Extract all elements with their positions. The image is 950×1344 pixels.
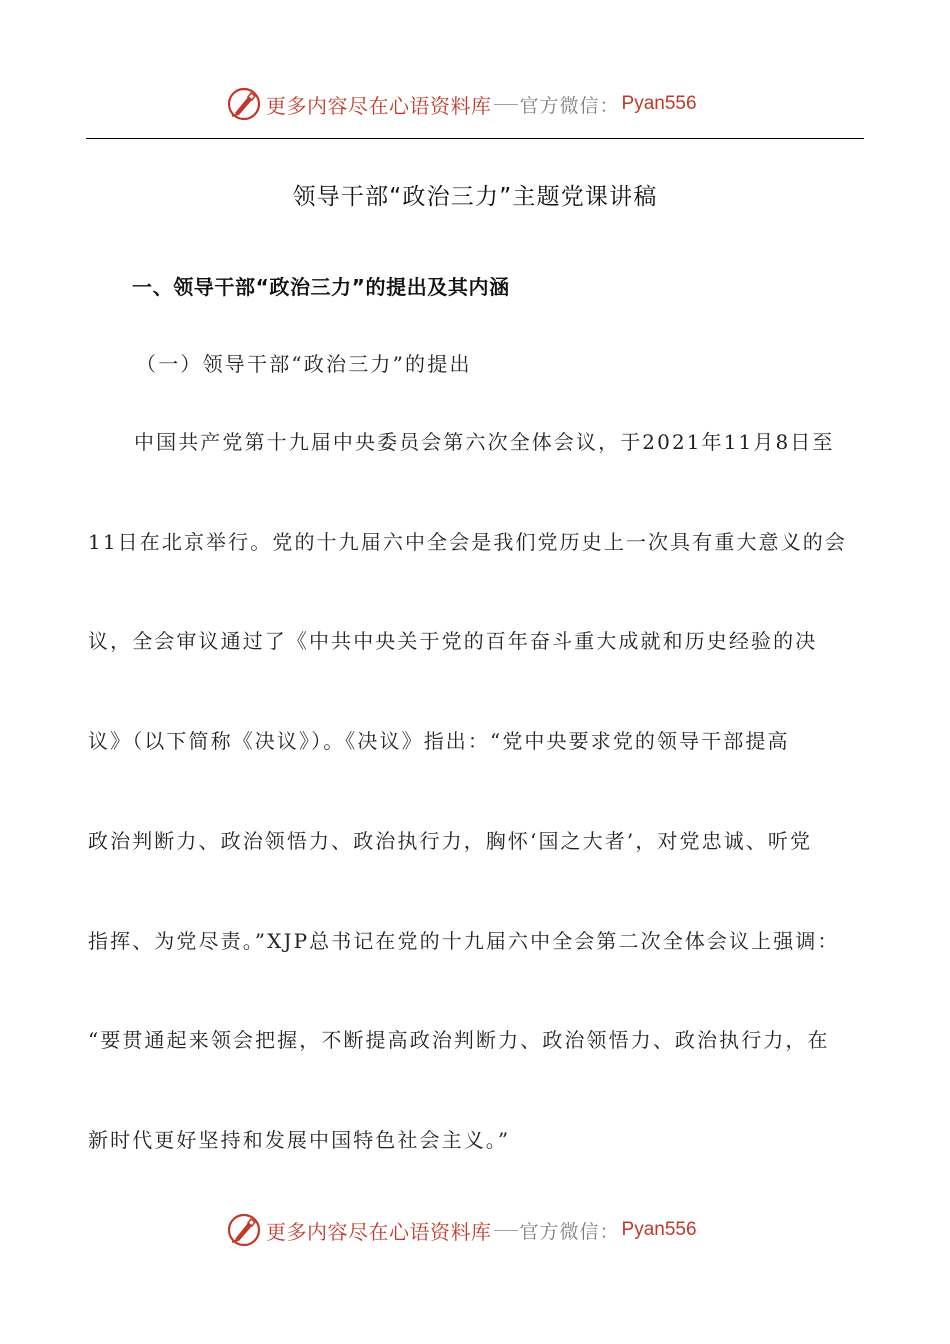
watermark-dash xyxy=(494,1230,518,1231)
pen-nib-circle-icon xyxy=(226,86,262,122)
watermark-dash xyxy=(494,104,518,105)
watermark-brand: 更多内容尽在心语资料库 xyxy=(266,1219,492,1244)
subsection-heading: （一）领导干部“政治三力”的提出 xyxy=(136,352,472,376)
paragraph-line: 11日在北京举行。党的十九届六中全会是我们党历史上一次具有重大意义的会 xyxy=(88,530,847,554)
watermark-subtitle: 官方微信： xyxy=(519,94,620,117)
section-heading: 一、领导干部“政治三力”的提出及其内涵 xyxy=(132,275,510,299)
paragraph-line: 中国共产党第十九届中央委员会第六次全体会议，于2021年11月8日至 xyxy=(134,430,835,454)
watermark-brand: 更多内容尽在心语资料库 xyxy=(266,93,492,118)
paragraph-line: 政治判断力、政治领悟力、政治执行力，胸怀‘国之大者’，对党忠诚、听党 xyxy=(88,829,813,853)
paragraph-line: “要贯通起来领会把握，不断提高政治判断力、政治领悟力、政治执行力，在 xyxy=(88,1028,830,1052)
pen-nib-circle-icon xyxy=(226,1212,262,1248)
watermark-subtitle: 官方微信： xyxy=(519,1220,620,1243)
footer-watermark xyxy=(226,1212,697,1248)
paragraph-line: 新时代更好坚持和发展中国特色社会主义。” xyxy=(88,1128,511,1152)
watermark-wechat-id: Pyan556 xyxy=(621,1219,697,1240)
paragraph-line: 议，全会审议通过了《中共中央关于党的百年奋斗重大成就和历史经验的决 xyxy=(88,629,818,653)
header-watermark xyxy=(226,86,697,122)
document-title: 领导干部“政治三力”主题党课讲稿 xyxy=(292,184,658,210)
paragraph-line: 议》（以下简称《决议》）。《决议》指出：“党中央要求党的领导干部提高 xyxy=(88,729,790,753)
header-divider xyxy=(86,138,864,139)
watermark-wechat-id: Pyan556 xyxy=(621,93,697,114)
paragraph-line: 指挥、为党尽责。”XJP总书记在党的十九届六中全会第二次全体会议上强调： xyxy=(88,929,840,953)
